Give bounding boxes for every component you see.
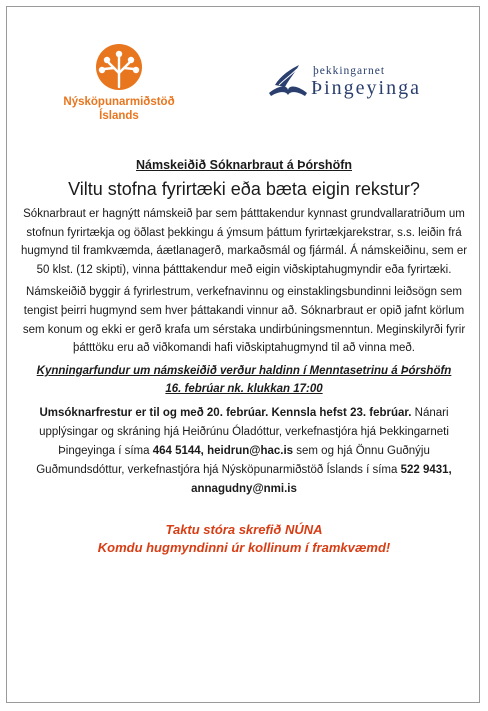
deadline-text-1: Nánari upplýsingar og skráning hjá Heiðrúnu Óladóttur, verkefnastjóra hjá Þekkingarneti Þingeyinga í síma [39,406,449,457]
deadline-bold-dates: Umsóknarfrestur er til og með 20. febrúar. Kennsla hefst 23. febrúar. [39,406,412,419]
headline: Viltu stofna fyrirtæki eða bæta eigin rekstur? [68,179,420,199]
details-paragraph: Námskeiðið byggir á fyrirlestrum, verkefnavinnu og einstaklingsbundinni leiðsögn sem tengist þeirri hugmynd sem hver þáttakandi vinnur að. Sóknarbraut er opið jafnt körlum sem konum og ekki er gerð krafa um sérstaka undirbúningsmenntun. Meginskilyrði fyrir þátttöku eru að viðkomandi hafi viðskiptahugmynd til að vinna með. [22,286,466,355]
open-book-icon [265,63,311,103]
flyer-page [6,6,480,703]
contact-anna: 522 9431, annagudny@nmi.is [191,463,452,495]
thingeyinga-logo-small: þekkingarnet [313,65,386,77]
thingeyinga-logo [265,63,465,113]
intro-paragraph: Sóknarbraut er hagnýtt námskeið þar sem þátttakendur kynnast grundvallaratriðum um stofnun fyrirtækja og öðlast þekkingu á ýmsum þáttum fyrirtækjarekstrar, s.s. leiðin frá hugmynd til framkvæmda, áætlanagerð, markaðsmál og fjármál. Á námskeiðinu, sem er 50 klst. (12 skipti), vinna þátttakendur með eigin viðskiptahugmyndir eða fyrirtæki. [20,208,468,276]
nmi-tree-icon [90,43,148,93]
nmi-logo-line1: Nýsköpunarmiðstöð [63,96,175,108]
contact-heidrun: 464 5144, heidrun@hac.is [152,444,294,457]
course-title: Námskeiðið Sóknarbraut á Þórshöfn [135,158,353,172]
deadline-paragraph [17,404,471,499]
nmi-logo [59,43,179,123]
flyer-content [17,157,471,557]
cta-line-2: Komdu hugmyndinni úr kollinum í framkvæmd! [97,539,391,555]
logo-header [7,7,479,137]
deadline-text-2: sem og hjá Önnu Guðnýju Guðmundsdóttur, verkefnastjóra hjá Nýsköpunarmiðstöð Íslands í síma [36,444,430,476]
meeting-announcement [17,362,471,398]
cta-line-1: Taktu stóra skrefið NÚNA [165,521,323,537]
meeting-line-1: Kynningarfundur um námskeiðið verður haldinn í Menntasetrinu á Þórshöfn [36,364,452,377]
meeting-line-2: 16. febrúar nk. klukkan 17:00 [165,382,323,395]
thingeyinga-logo-big: Þingeyinga [311,77,421,99]
nmi-logo-line2: Íslands [99,110,139,122]
